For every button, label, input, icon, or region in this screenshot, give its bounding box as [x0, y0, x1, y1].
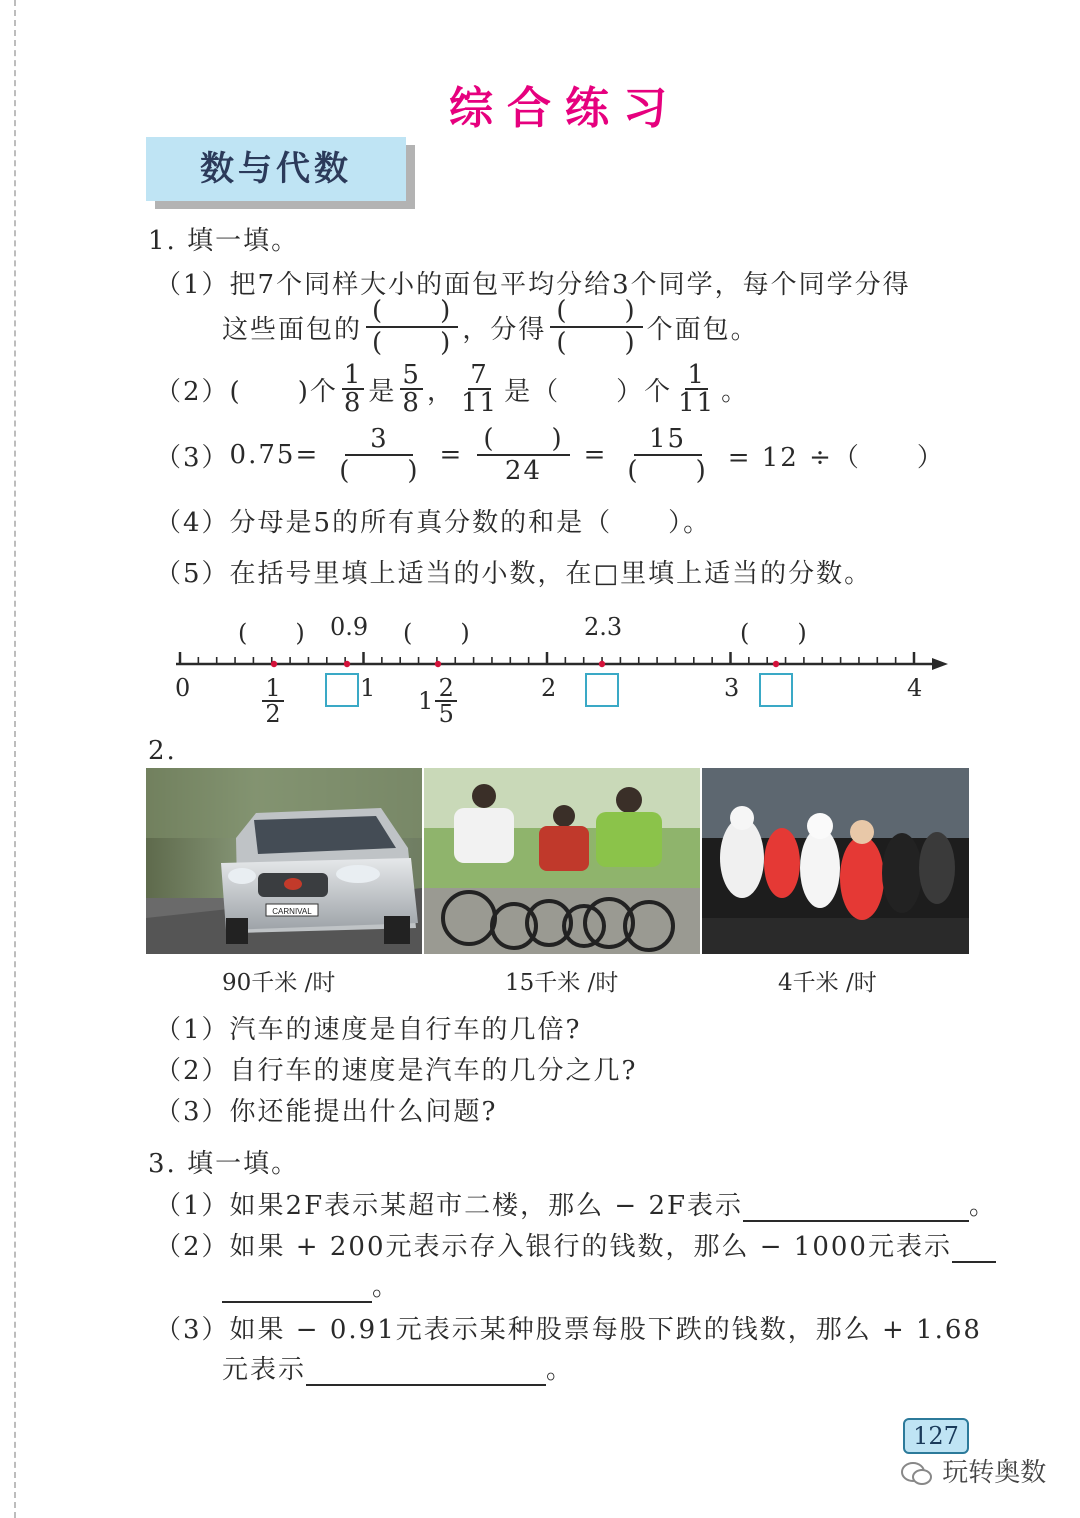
cyclists-photo — [424, 768, 700, 954]
q3-p3-line1: （3）如果 − 0.91元表示某种股票每股下跌的钱数，那么 + 1.68 — [155, 1315, 982, 1345]
watermark — [900, 1452, 1046, 1489]
numberline-dot — [773, 661, 779, 667]
watermark-text: 玩转奥数 — [942, 1458, 1047, 1488]
fraction-1-11: $\frac{1}{11}$ — [678, 360, 716, 418]
q3-p2-text: （2）如果 + 200元表示存入银行的钱数，那么 − 1000元表示 — [155, 1232, 952, 1262]
q1-p2-text-d: 是（ ）个 — [504, 376, 673, 407]
q2-item-1: （1）汽车的速度是自行车的几倍? — [155, 1015, 582, 1045]
numberline-tick-4: 4 — [907, 674, 923, 702]
q3-p2-line2 — [222, 1266, 400, 1303]
numberline-label-2-3: 2.3 — [584, 613, 623, 641]
q1-p1-text-a: 这些面包的 — [222, 314, 363, 345]
q1-p2-label: （2） — [155, 376, 230, 407]
numberline-blank-label[interactable]: ( ) — [238, 619, 305, 647]
q1-p1-line1: （1）把7个同样大小的面包平均分给3个同学，每个同学分得 — [155, 270, 911, 300]
q3-p3-text: 元表示 — [222, 1355, 307, 1385]
number-line-ticks — [180, 652, 914, 664]
answer-blank-line[interactable] — [743, 1192, 969, 1222]
fraction-answer-box[interactable] — [759, 673, 793, 707]
mixed-number-1-2-5: 1 $\frac{2}{5}$ — [418, 676, 457, 726]
numberline-tick-2: 2 — [541, 674, 557, 702]
fraction-half: $\frac{1}{2}$ — [262, 676, 284, 726]
answer-blank-line[interactable] — [306, 1356, 546, 1386]
numberline-tick-1: 1 — [360, 674, 376, 702]
walkers-photo — [702, 768, 969, 954]
equals-sign: = — [439, 440, 464, 470]
numberline-dot — [435, 661, 441, 667]
section-header: 数与代数 — [200, 149, 352, 189]
q3-p1 — [155, 1185, 997, 1222]
page-title: 综合练习 — [449, 83, 681, 134]
period: 。 — [372, 1272, 401, 1302]
car-photo — [146, 768, 422, 954]
blank-fraction[interactable]: $\frac{( )}{( )}$ — [550, 298, 642, 356]
q2-item-3: （3）你还能提出什么问题? — [155, 1097, 498, 1127]
q1-p3 — [155, 426, 945, 484]
fraction-answer-box[interactable] — [585, 673, 619, 707]
page-number: 127 — [903, 1418, 969, 1454]
q1-p2-text-b: 是 — [368, 376, 397, 407]
numberline-blank-label[interactable]: ( ) — [403, 619, 470, 647]
page-edge-dashed-line — [14, 0, 16, 1518]
q3-p3-line2 — [222, 1349, 574, 1386]
q2-heading: 2. — [148, 736, 177, 766]
period: 。 — [546, 1355, 575, 1385]
fraction-7-11: $\frac{7}{11}$ — [460, 360, 499, 418]
q3-heading: 3. 填一填。 — [148, 1149, 300, 1179]
q2-item-2: （2）自行车的速度是汽车的几分之几? — [155, 1056, 638, 1086]
wechat-icon — [900, 1461, 934, 1487]
blank-fraction[interactable]: $\frac{( )}{( )}$ — [366, 298, 458, 356]
q1-p2-end: 。 — [721, 376, 750, 407]
q1-p3-text-a: 0.75= — [229, 440, 320, 470]
q1-p1-line2 — [222, 298, 759, 356]
numberline-dot — [344, 661, 350, 667]
car-speed-caption: 90千米 /时 — [222, 970, 336, 996]
numberline-label-0-9: 0.9 — [330, 613, 369, 641]
number-line — [170, 648, 960, 678]
q1-p5: （5）在括号里填上适当的小数，在□里填上适当的分数。 — [155, 559, 873, 589]
car-plate-text: CARNIVAL — [272, 907, 312, 916]
q1-heading: 1. 填一填。 — [148, 226, 300, 256]
fraction-answer-box[interactable] — [325, 673, 359, 707]
q1-p3-end: = 12 ÷（ ） — [727, 442, 945, 473]
fraction-15-over-blank[interactable]: $\frac{15}{( )}$ — [627, 424, 708, 486]
equals-sign: = — [583, 440, 608, 470]
q1-p2-text-c: ， — [426, 376, 455, 407]
q1-p1-text-c: 个面包。 — [646, 314, 759, 345]
q1-p4: （4）分母是5的所有真分数的和是（ ）。 — [155, 508, 712, 538]
fraction-blank-over-24[interactable]: $\frac{( )}{24}$ — [477, 426, 569, 484]
q1-p2 — [155, 362, 749, 416]
q1-p1-text-b: ，分得 — [462, 314, 547, 345]
q3-p1-text: （1）如果2F表示某超市二楼，那么 − 2F表示 — [155, 1191, 744, 1221]
fraction-5-8: $\frac{5}{8}$ — [402, 360, 421, 418]
numberline-dot — [599, 661, 605, 667]
period: 。 — [969, 1191, 998, 1221]
fraction-1-8: $\frac{1}{8}$ — [343, 360, 363, 418]
numberline-tick-0: 0 — [175, 674, 191, 702]
q1-p2-text-a: ( )个 — [229, 376, 338, 407]
q3-p2 — [155, 1226, 996, 1263]
fraction-3-over-blank[interactable]: $\frac{3}{( )}$ — [339, 424, 420, 486]
answer-blank-line[interactable] — [222, 1273, 372, 1303]
walk-speed-caption: 4千米 /时 — [778, 970, 877, 996]
numberline-dot — [271, 661, 277, 667]
answer-blank-line[interactable] — [952, 1233, 996, 1263]
numberline-blank-label[interactable]: ( ) — [740, 619, 807, 647]
q1-p3-label: （3） — [155, 442, 230, 473]
bike-speed-caption: 15千米 /时 — [505, 970, 619, 996]
numberline-tick-3: 3 — [724, 674, 740, 702]
